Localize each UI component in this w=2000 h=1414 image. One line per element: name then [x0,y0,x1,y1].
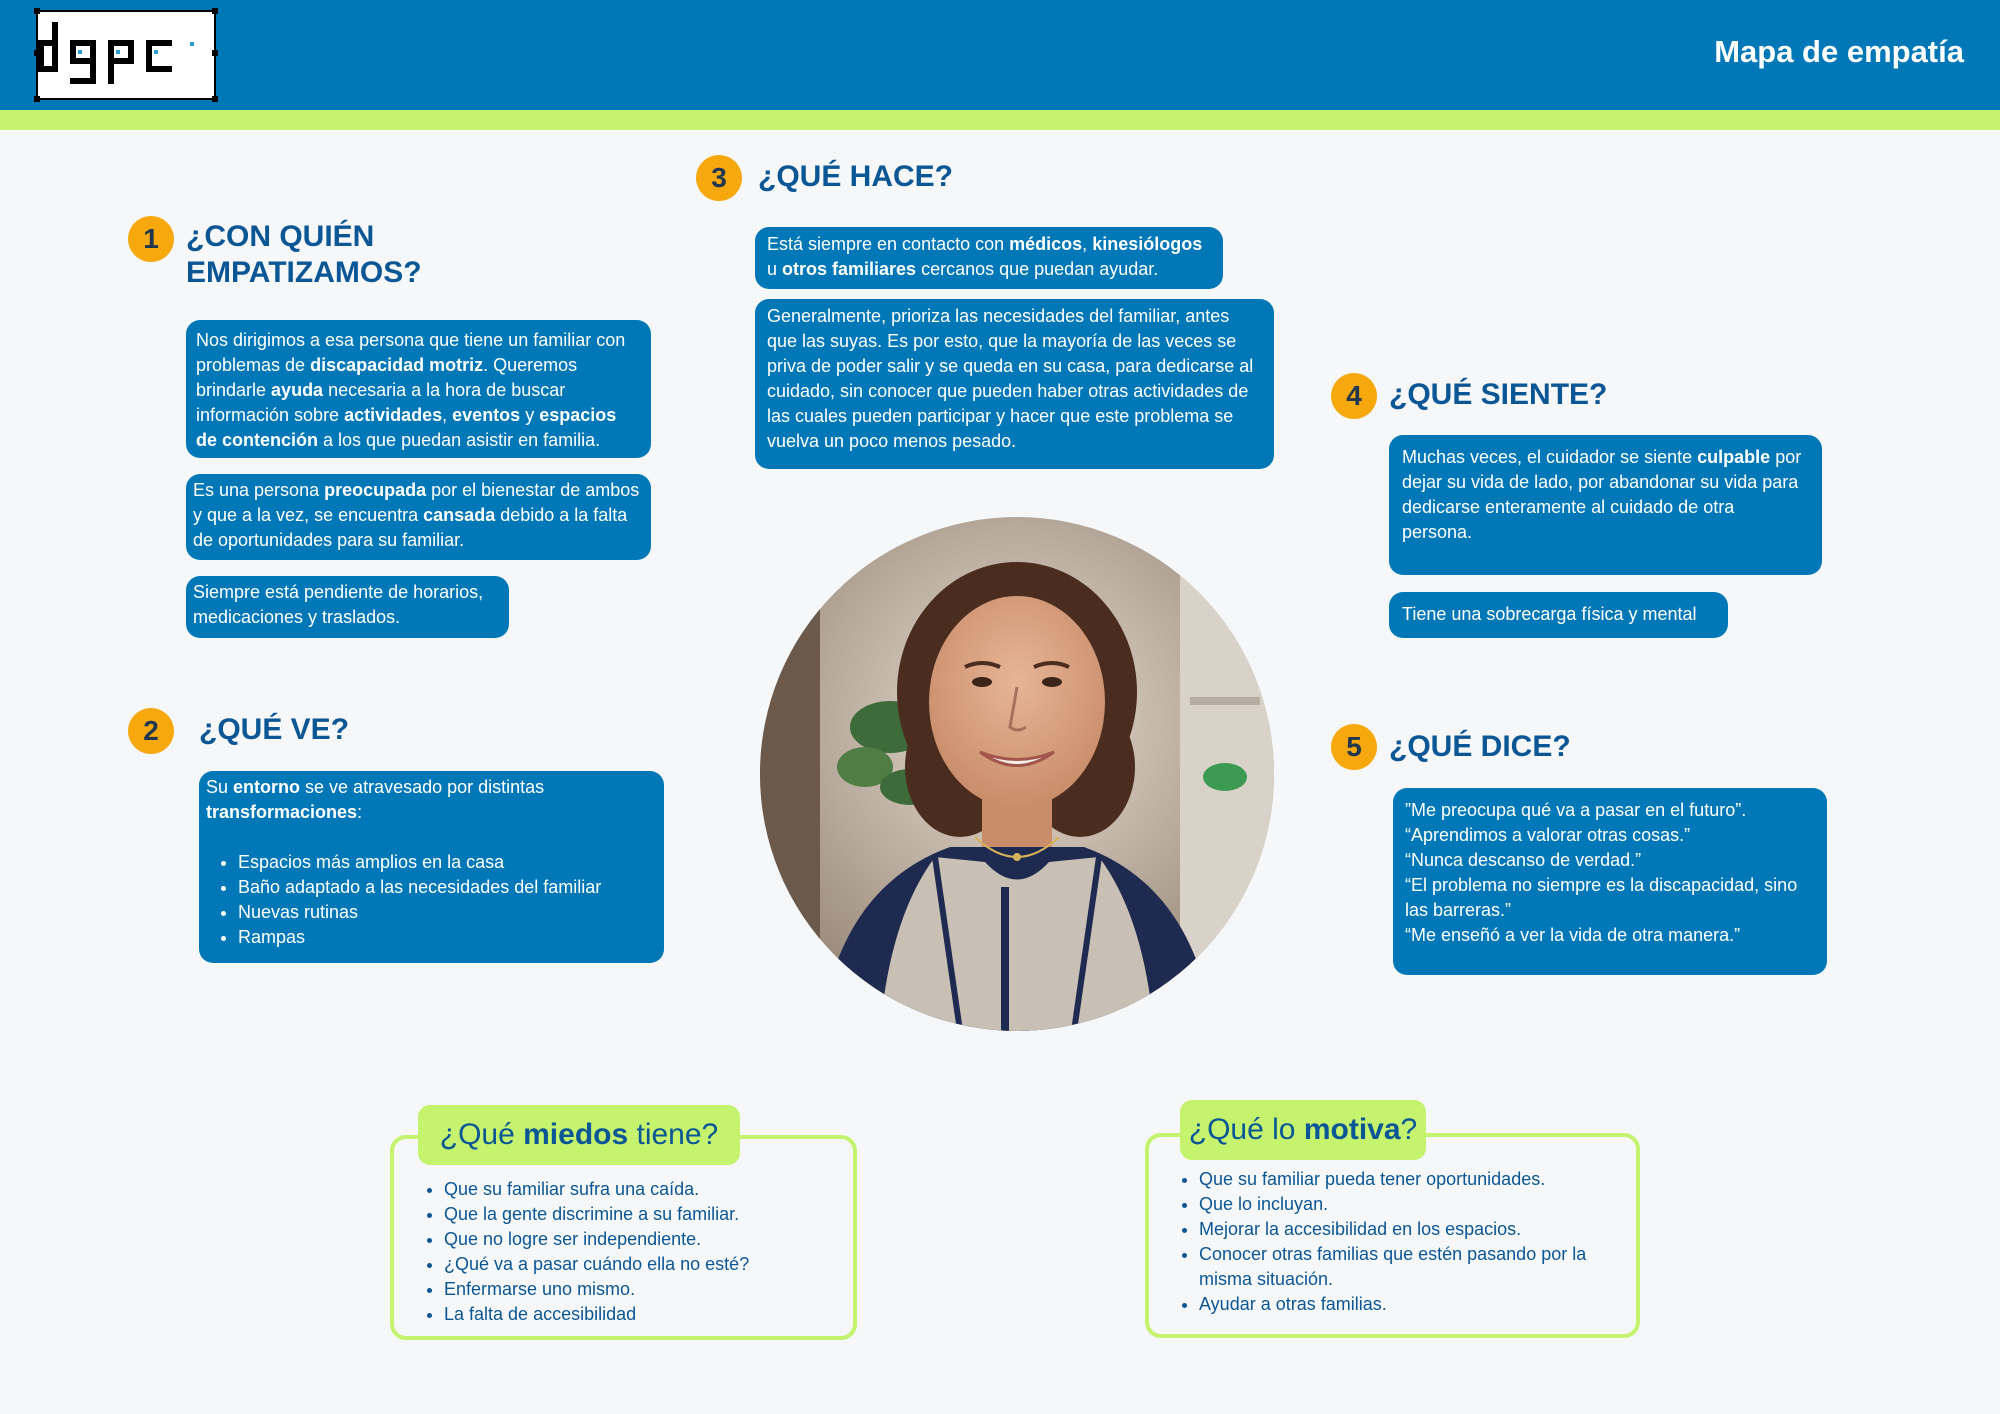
section-3-badge: 3 [696,155,742,201]
section-1-title-line2: EMPATIZAMOS? [186,256,422,289]
fears-list [422,1177,853,1327]
quote: “Nunca descanso de verdad.” [1405,850,1642,870]
text: Está siempre en contacto con [767,234,1010,254]
section-3-box-1 [755,227,1223,289]
list-item: • Conocer otras familias que estén pasando por la misma situación. [1199,1242,1636,1292]
list-item: • Que la gente discrimine a su familiar. [444,1202,853,1227]
emphasis: entorno [233,777,301,797]
list-item: • Que lo incluyan. [1199,1192,1636,1217]
section-2-list [206,850,657,950]
list-item: • Mejorar la accesibilidad en los espacios. [1199,1217,1636,1242]
emphasis: eventos [452,405,521,425]
section-2-badge: 2 [128,708,174,754]
section-1-box-1 [186,320,651,458]
quote: “El problema no siempre es la discapacidad, sino las barreras.” [1405,875,1798,920]
emphasis: motiva [1303,1113,1401,1146]
text: u [767,259,783,279]
emphasis: cansada [423,505,496,525]
text: . Queremos brindarle [196,355,578,400]
text: : [357,802,363,822]
text: a los que puedan asistir en familia. [318,430,601,450]
section-5-box [1393,788,1827,975]
section-5-title: ¿QUÉ DICE? [1389,730,1571,763]
emphasis: culpable [1697,447,1771,467]
text: , [442,405,453,425]
text: ? [1400,1113,1418,1146]
persona-portrait [760,517,1274,1031]
list-item: • Que no logre ser independiente. [444,1227,853,1252]
text: por el bienestar de ambos y que a la vez, se encuentra [193,480,640,525]
text: Nos dirigimos a esa persona que tiene un familiar con problemas de [196,330,626,375]
list-item: • ¿Qué va a pasar cuándo ella no esté? [444,1252,853,1277]
header-bar [0,0,2000,110]
emphasis: espacios de contención [196,405,617,450]
list-item: • Nuevas rutinas [238,900,657,925]
section-1-title-line1: ¿CON QUIÉN [186,220,375,253]
emphasis: kinesiólogos [1092,234,1203,254]
list-item: • Baño adaptado a las necesidades del familiar [238,875,657,900]
fears-title [418,1105,740,1165]
emphasis: actividades [344,405,443,425]
emphasis: otros familiares [782,259,917,279]
text: por dejar su vida de lado, por abandonar su vida para dedicarse enteramente al cuidado de otra persona. [1402,447,1802,542]
dgpc-logo [36,10,216,100]
list-item: • Ayudar a otras familias. [1199,1292,1636,1317]
section-4-box-2: Tiene una sobrecarga física y mental [1389,592,1728,638]
emphasis: miedos [523,1118,629,1151]
text: Su [206,777,234,797]
text: y [520,405,540,425]
emphasis: preocupada [324,480,427,500]
text: cercanos que puedan ayudar. [916,259,1159,279]
dgpc-logo-icon [38,12,214,98]
section-4-box-1 [1389,435,1822,575]
list-item: • Enfermarse uno mismo. [444,1277,853,1302]
list-item: • Que su familiar pueda tener oportunidades. [1199,1167,1636,1192]
motivations-title [1180,1100,1426,1160]
text: ¿Qué [439,1118,524,1151]
fears-box [390,1135,857,1340]
page-title: Mapa de empatía [1714,34,1964,69]
list-item: • Rampas [238,925,657,950]
section-4-badge: 4 [1331,373,1377,419]
quote: “Me enseñó a ver la vida de otra manera.” [1405,925,1741,945]
emphasis: médicos [1009,234,1083,254]
motivations-list [1177,1167,1636,1317]
persona-portrait-image [760,517,1274,1031]
text: ¿Qué lo [1188,1113,1304,1146]
text: necesaria a la hora de buscar información sobre [196,380,566,425]
section-2-intro [206,775,657,825]
emphasis: discapacidad motriz [310,355,484,375]
header-accent-stripe [0,110,2000,130]
list-item: • Espacios más amplios en la casa [238,850,657,875]
list-item: • Que su familiar sufra una caída. [444,1177,853,1202]
section-3-title: ¿QUÉ HACE? [758,160,953,193]
text: Es una persona [193,480,325,500]
section-3-box-2: Generalmente, prioriza las necesidades del familiar, antes que las suyas. Es por esto, que la mayoría de las veces se priva de poder salir y se queda en su casa, para dedicarse al cuidado, sin conocer que pueden haber otras actividades de las cuales pueden participar y hacer que este problema se vuelva un poco menos pesado. [755,299,1274,469]
motivations-box [1145,1133,1640,1338]
section-1-badge: 1 [128,216,174,262]
section-1-box-2 [186,474,651,560]
section-2-box [199,771,664,963]
emphasis: ayuda [271,380,324,400]
text: debido a la falta de oportunidades para su familiar. [193,505,628,550]
section-2-title: ¿QUÉ VE? [199,713,350,746]
section-4-title: ¿QUÉ SIENTE? [1389,378,1608,411]
list-item: • La falta de accesibilidad [444,1302,853,1327]
section-5-badge: 5 [1331,724,1377,770]
quote: ”Me preocupa qué va a pasar en el futuro”. [1405,800,1747,820]
section-1-title [186,219,422,291]
emphasis: transformaciones [206,802,358,822]
text: Muchas veces, el cuidador se siente [1402,447,1698,467]
text: , [1082,234,1093,254]
text: tiene? [628,1118,719,1151]
quote: “Aprendimos a valorar otras cosas.” [1405,825,1691,845]
section-1-box-3: Siempre está pendiente de horarios, medicaciones y traslados. [186,576,509,638]
text: se ve atravesado por distintas [300,777,545,797]
